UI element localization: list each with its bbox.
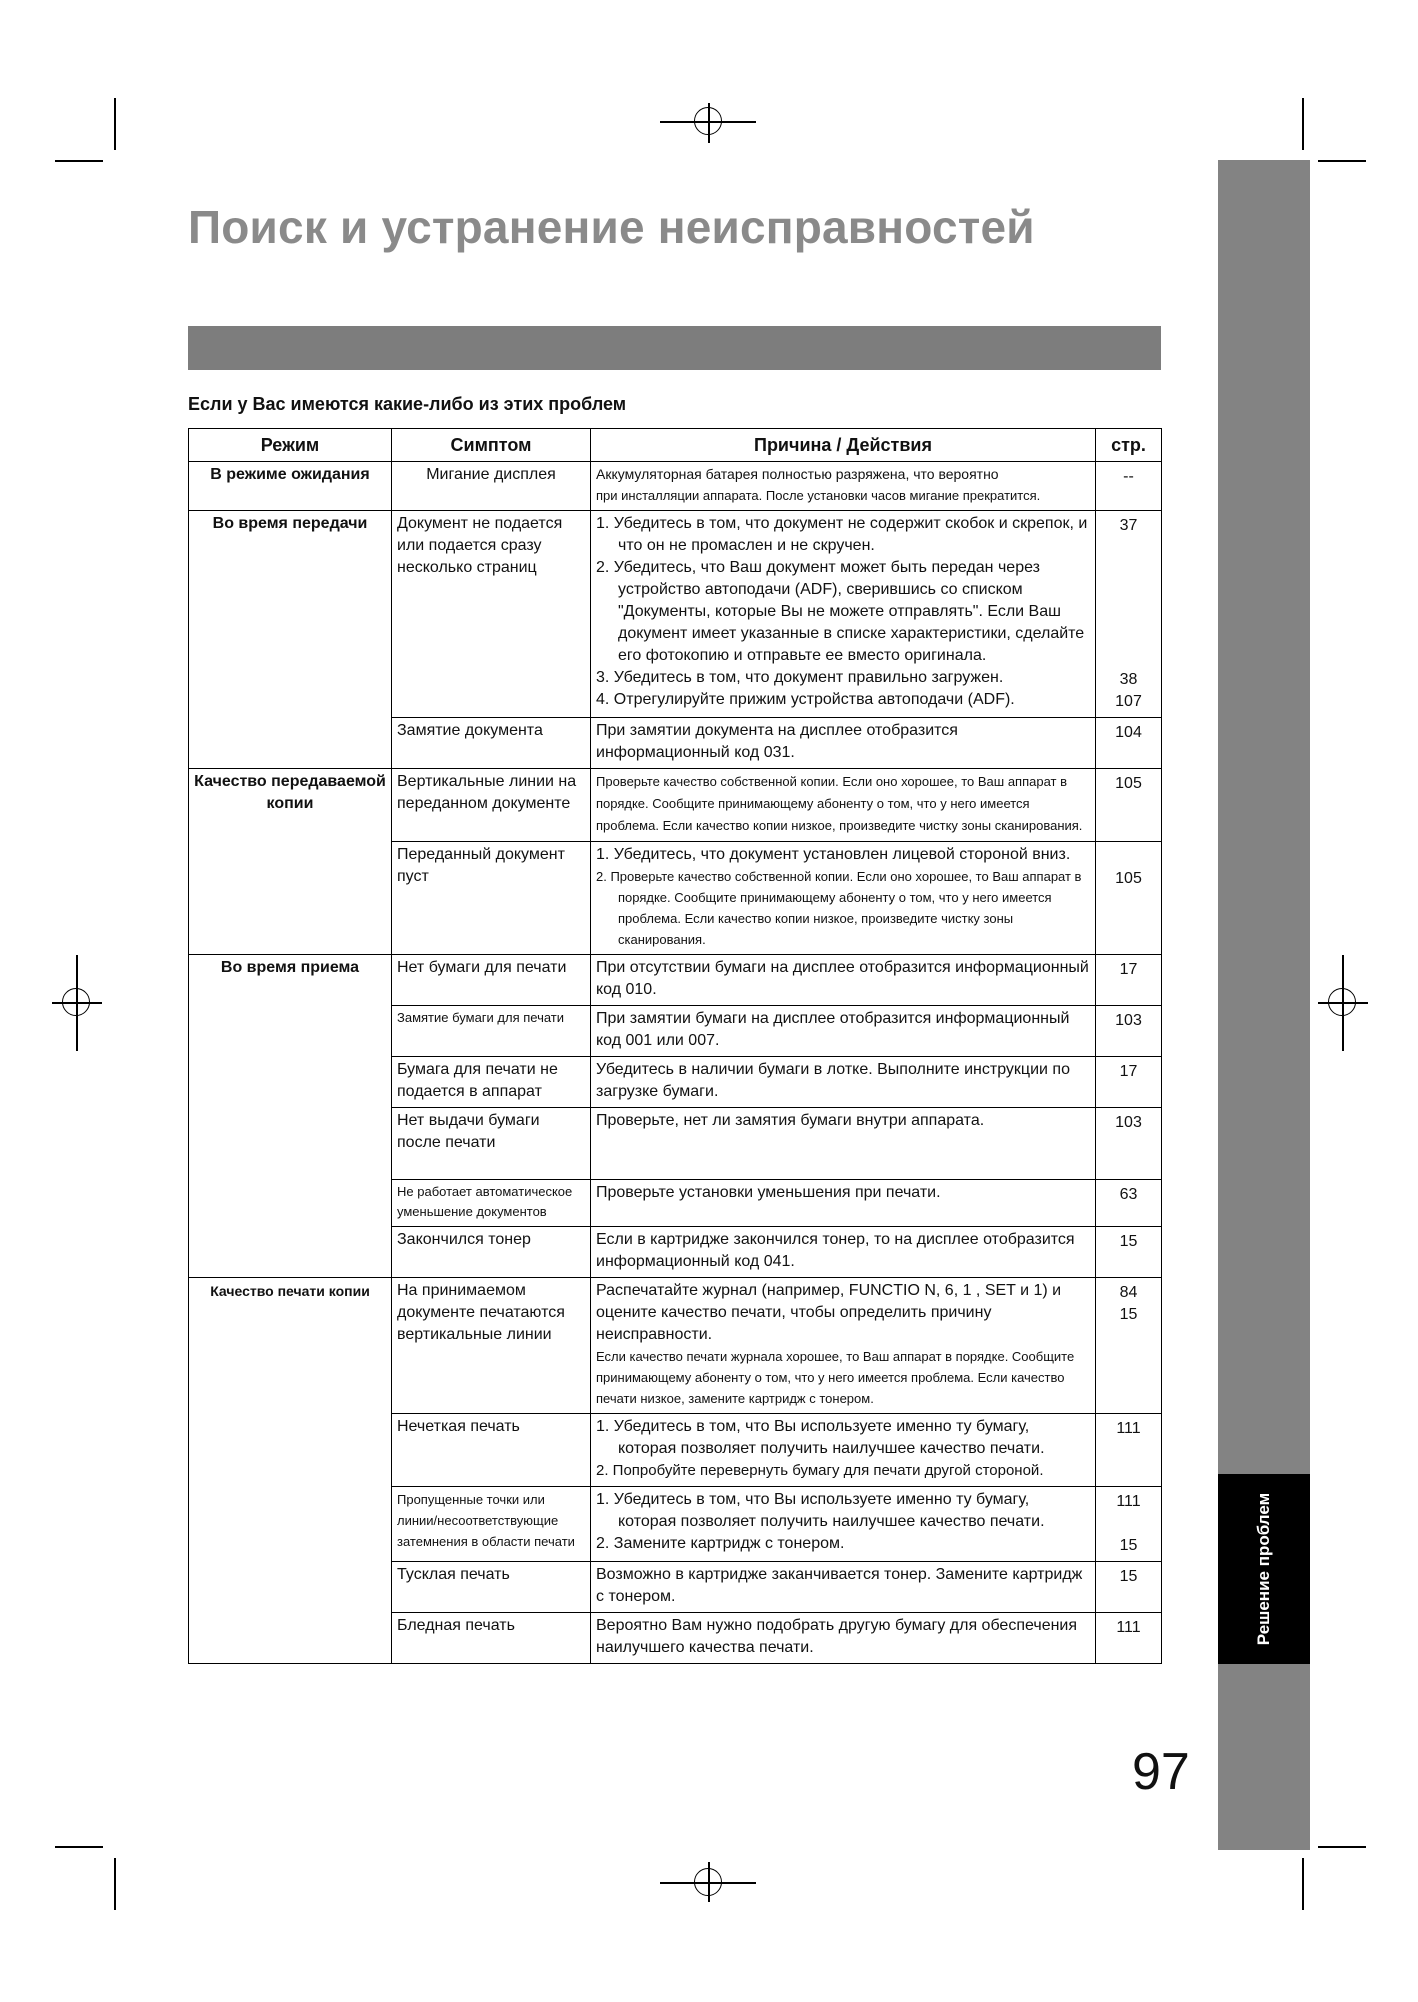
spacer [1101, 625, 1156, 669]
action-cell: При замятии документа на дисплее отобразится информационный код 031. [591, 718, 1096, 769]
page-cell: 105 [1096, 769, 1162, 842]
spacer [1101, 1513, 1156, 1535]
action-cell: Убедитесь в наличии бумаги в лотке. Выполните инструкции по загрузке бумаги. [591, 1057, 1096, 1108]
page-cell: 103 [1096, 1108, 1162, 1180]
page-cell [1096, 1278, 1162, 1414]
page-ref: 105 [1115, 870, 1142, 887]
action-cell: Проверьте, нет ли замятия бумаги внутри аппарата. [591, 1108, 1096, 1180]
page-cell: 103 [1096, 1006, 1162, 1057]
mode-cell: Во время приема [189, 955, 392, 1278]
crop-mark [55, 160, 103, 162]
page-cell: 104 [1096, 718, 1162, 769]
action-step: 1. Убедитесь в том, что Вы используете именно ту бумагу, которая позволяет получить наилучшее качество печати. [596, 1491, 1045, 1530]
page-cell: 17 [1096, 955, 1162, 1006]
page-title: Поиск и устранение неисправностей [188, 201, 1035, 253]
action-cell [591, 1278, 1096, 1414]
header-mode: Режим [189, 429, 392, 462]
mode-cell: Во время передачи [189, 511, 392, 769]
header-bar [188, 326, 1161, 370]
registration-mark [694, 107, 722, 135]
mode-cell: Качество печати копии [189, 1278, 392, 1664]
action-cell [591, 511, 1096, 718]
action-text: Распечатайте журнал (например, FUNCTIO N, 6, 1 , SET и 1) и оцените качество печати, чтобы определить причину неисправности. [596, 1282, 1062, 1343]
page-ref: 111 [1116, 1493, 1141, 1510]
registration-mark [1328, 988, 1356, 1016]
action-cell [591, 462, 1096, 511]
section-tab [1218, 1474, 1310, 1664]
action-cell [591, 1487, 1096, 1562]
crop-mark [1318, 1846, 1366, 1848]
symptom-cell: Закончился тонер [392, 1227, 591, 1278]
action-text: Если качество печати журнала хорошее, то Ваш аппарат в порядке. Сообщите принимающему абоненту о том, что у него имеется проблема. Если качество печати низкое, замените картридж с тонером. [596, 1349, 1075, 1406]
table-header-row [189, 429, 1162, 462]
crop-mark [114, 1858, 116, 1910]
crop-mark [1318, 160, 1366, 162]
section-tab-label: Решение проблем [1254, 1492, 1273, 1646]
symptom-cell: Замятие документа [392, 718, 591, 769]
symptom-cell: Нет выдачи бумаги после печати [392, 1108, 591, 1180]
symptom-cell: Бледная печать [392, 1613, 591, 1664]
action-step: 1. Убедитесь в том, что документ не содержит скобок и скрепок, и что он не промаслен и не скручен. [596, 515, 1088, 554]
action-step: 2. Замените картридж с тонером. [596, 1535, 845, 1552]
page-cell: 15 [1096, 1227, 1162, 1278]
mode-cell: В режиме ожидания [189, 462, 392, 511]
symptom-cell: На принимаемом документе печатаются вертикальные линии [392, 1278, 591, 1414]
symptom-cell: Тусклая печать [392, 1562, 591, 1613]
action-line: Аккумуляторная батарея полностью разряжена, что вероятно [596, 466, 999, 482]
action-step: 2. Проверьте качество собственной копии. Если оно хорошее, то Ваш аппарат в порядке. Сообщите принимающему абоненту о том, что у него имеется проблема. Если качество копии низкое, произведите чистку зоны сканирования. [596, 869, 1082, 947]
action-step: 4. Отрегулируйте прижим устройства автоподачи (ADF). [596, 691, 1015, 708]
spacer [1101, 581, 1156, 625]
spacer [1101, 846, 1156, 868]
action-step: 1. Убедитесь, что документ установлен лицевой стороной вниз. [596, 846, 1071, 863]
action-cell: При отсутствии бумаги на дисплее отобразится информационный код 010. [591, 955, 1096, 1006]
page-ref: 38 [1119, 671, 1138, 688]
page-cell: 111 [1096, 1414, 1162, 1487]
action-step: 2. Убедитесь, что Ваш документ может быть передан через устройство автоподачи (ADF), сверившись со списком "Документы, которые Вы не можете отправлять". Если Ваш документ имеет указанные в списке характеристики, сделайте его фотокопию и отправьте ее вместо оригинала. [596, 559, 1085, 664]
action-cell: Проверьте установки уменьшения при печати. [591, 1180, 1096, 1227]
troubleshooting-table [188, 428, 1162, 1664]
page-cell: -- [1096, 462, 1162, 511]
page-number: 97 [1132, 1743, 1190, 1801]
page-ref: 15 [1119, 1537, 1138, 1554]
registration-mark [62, 988, 90, 1016]
spacer [1101, 537, 1156, 581]
table-row [189, 511, 1162, 718]
crop-mark [114, 98, 116, 150]
action-cell: Возможно в картридже заканчивается тонер. Замените картридж с тонером. [591, 1562, 1096, 1613]
action-line: при инсталляции аппарата. После установки часов мигание прекратится. [596, 488, 1041, 503]
action-step: 3. Убедитесь в том, что документ правильно загружен. [596, 669, 1004, 686]
crop-mark [55, 1846, 103, 1848]
crop-mark [1302, 1858, 1304, 1910]
table-row [189, 462, 1162, 511]
page-ref: 15 [1119, 1306, 1138, 1323]
symptom-cell: Не работает автоматическое уменьшение документов [392, 1180, 591, 1227]
action-cell: Проверьте качество собственной копии. Если оно хорошее, то Ваш аппарат в порядке. Сообщите принимающему абоненту о том, что у него имеется проблема. Если качество копии низкое, произведите чистку зоны сканирования. [591, 769, 1096, 842]
page-cell: 17 [1096, 1057, 1162, 1108]
page-cell [1096, 1487, 1162, 1562]
action-cell [591, 1414, 1096, 1487]
page-ref: 37 [1119, 517, 1138, 534]
mode-cell: Качество передаваемой копии [189, 769, 392, 955]
table-row [189, 769, 1162, 842]
page-ref: 84 [1119, 1284, 1138, 1301]
page-ref: 107 [1115, 693, 1142, 710]
table-row [189, 1278, 1162, 1414]
table-row [189, 955, 1162, 1006]
symptom-cell: Замятие бумаги для печати [392, 1006, 591, 1057]
symptom-cell: Вертикальные линии на переданном документе [392, 769, 591, 842]
crop-mark [1302, 98, 1304, 150]
page-cell: 111 [1096, 1613, 1162, 1664]
action-cell: Если в картридже закончился тонер, то на дисплее отобразится информационный код 041. [591, 1227, 1096, 1278]
registration-mark [694, 1868, 722, 1896]
symptom-cell: Переданный документ пуст [392, 842, 591, 955]
header-page: стр. [1096, 429, 1162, 462]
action-cell [591, 842, 1096, 955]
symptom-cell: Нет бумаги для печати [392, 955, 591, 1006]
page-cell [1096, 842, 1162, 955]
symptom-cell: Документ не подается или подается сразу несколько страниц [392, 511, 591, 718]
symptom-cell: Пропущенные точки или линии/несоответствующие затемнения в области печати [392, 1487, 591, 1562]
header-symptom: Симптом [392, 429, 591, 462]
action-cell: Вероятно Вам нужно подобрать другую бумагу для обеспечения наилучшего качества печати. [591, 1613, 1096, 1664]
symptom-cell: Нечеткая печать [392, 1414, 591, 1487]
symptom-cell: Мигание дисплея [392, 462, 591, 511]
action-step: 1. Убедитесь в том, что Вы используете именно ту бумагу, которая позволяет получить наилучшее качество печати. [596, 1418, 1045, 1457]
header-cause-actions: Причина / Действия [591, 429, 1096, 462]
section-subtitle: Если у Вас имеются какие-либо из этих проблем [188, 394, 627, 414]
page-cell: 63 [1096, 1180, 1162, 1227]
action-step: 2. Попробуйте перевернуть бумагу для печати другой стороной. [596, 1462, 1044, 1479]
page-cell [1096, 511, 1162, 718]
symptom-cell: Бумага для печати не подается в аппарат [392, 1057, 591, 1108]
page-cell: 15 [1096, 1562, 1162, 1613]
action-cell: При замятии бумаги на дисплее отобразится информационный код 001 или 007. [591, 1006, 1096, 1057]
